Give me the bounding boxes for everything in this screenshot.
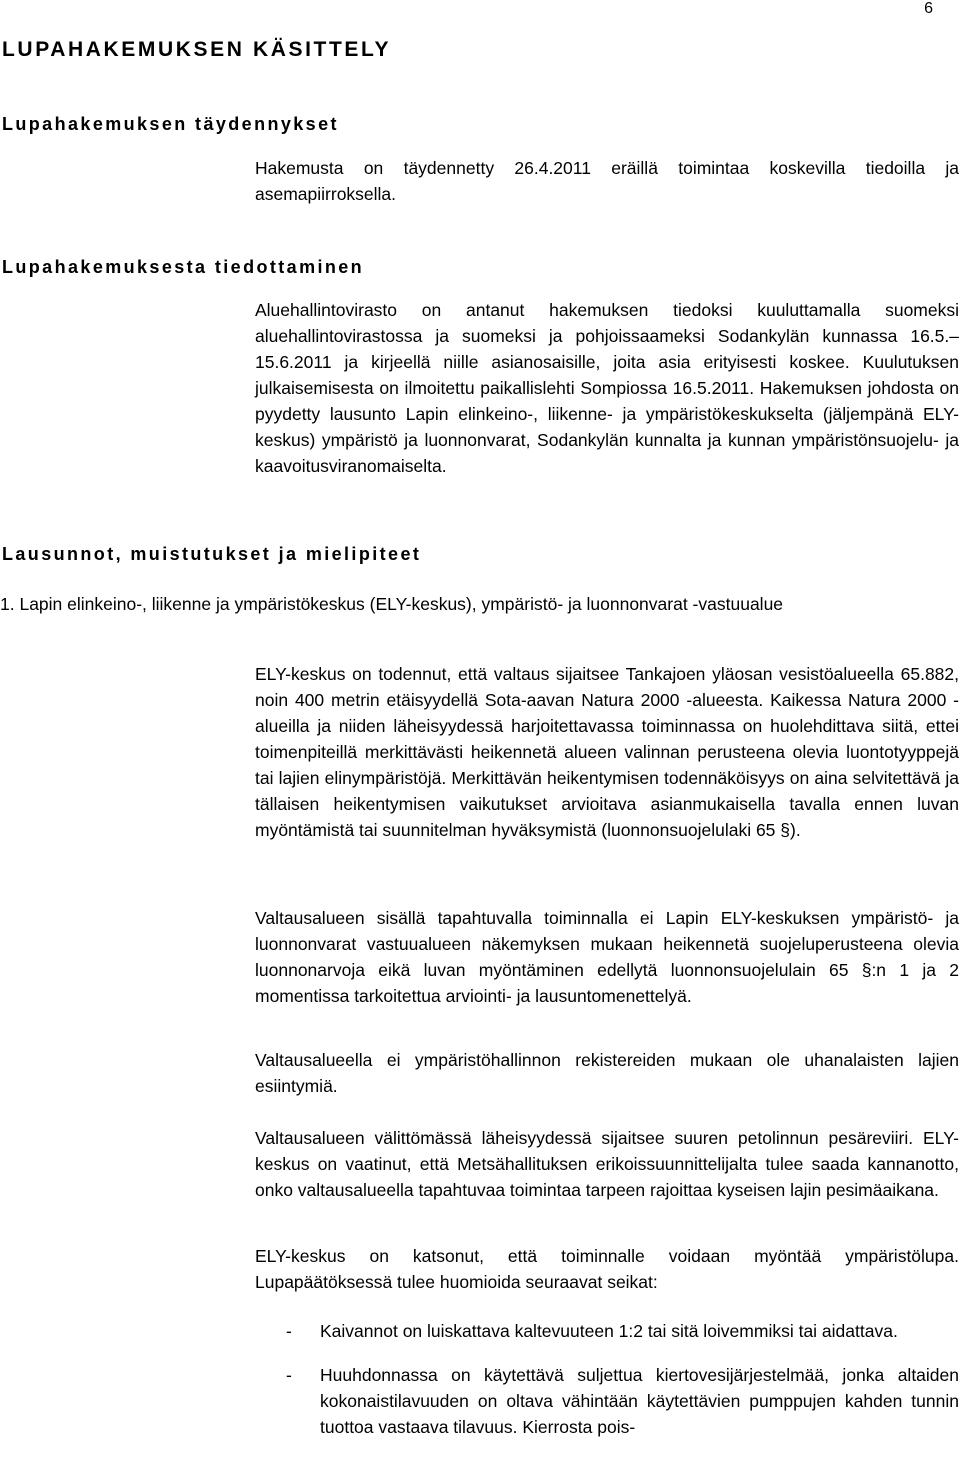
list-item-text: Kaivannot on luiskattava kaltevuuteen 1:2 tai sitä loivemmiksi tai aidattava.	[320, 1321, 898, 1341]
list-item-text: Huuhdonnassa on käytettävä suljettua kiertovesijärjestelmää, jonka altaiden kokonaistilavuuden on oltava vähintään käytettävien pumppujen kahden tunnin tuottoa vastaava tilavuus. Kierrosta pois-	[320, 1365, 959, 1437]
dash-marker: -	[286, 1321, 292, 1341]
list-item	[255, 1318, 959, 1344]
section-heading-supplements: Lupahakemuksen täydennykset	[2, 114, 339, 134]
page-number: 6	[924, 0, 933, 17]
statement-paragraph-natura: ELY-keskus on todennut, että valtaus sijaitsee Tankajoen yläosan vesistöalueella 65.882, noin 400 metrin etäisyydellä Sota-aavan Natura 2000 -alueesta. Kaikessa Natura 2000 -alueilla ja niiden läheisyydessä harjoitettavassa toiminnassa on huolehdittava siitä, ettei toimenpiteillä merkittävästi heikennetä alueen valinnan perusteena olevia luontotyyppejä tai lajien elinympäristöjä. Merkittävän heikentymisen todennäköisyys on aina selvitettävä ja tällaisen heikentymisen vaikutukset arvioitava asianmukaisella tavalla ennen luvan myöntämistä tai suunnitelman hyväksymistä (luonnonsuojelulaki 65 §).	[255, 664, 959, 840]
statement-paragraph-species: Valtausalueella ei ympäristöhallinnon rekistereiden mukaan ole uhanalaisten lajien esiintymiä.	[255, 1050, 959, 1096]
paragraph-supplements: Hakemusta on täydennetty 26.4.2011 eräillä toimintaa koskevilla tiedoilla ja asemapiirroksella.	[255, 158, 959, 204]
conditions-list	[255, 1318, 959, 1440]
page-title: LUPAHAKEMUKSEN KÄSITTELY	[2, 38, 392, 61]
list-item	[255, 1362, 959, 1440]
dash-marker: -	[286, 1365, 292, 1385]
statement-paragraph-raptor: Valtausalueen välittömässä läheisyydessä sijaitsee suuren petolinnun pesäreviiri. ELY-keskus on vaatinut, että Metsähallituksen erikoissuunnittelijalta tulee saada kannanotto, onko valtausalueella tapahtuvaa toimintaa tarpeen rajoittaa kyseisen lajin pesimäaikana.	[255, 1128, 959, 1200]
section-heading-notification: Lupahakemuksesta tiedottaminen	[2, 257, 365, 277]
statement-paragraph-permit: ELY-keskus on katsonut, että toiminnalle voidaan myöntää ympäristölupa. Lupapäätöksessä tulee huomioida seuraavat seikat:	[255, 1246, 959, 1292]
paragraph-notification: Aluehallintovirasto on antanut hakemuksen tiedoksi kuuluttamalla suomeksi aluehallintovirastossa ja suomeksi ja pohjoissaameksi Sodankylän kunnassa 16.5.–15.6.2011 ja kirjeellä niille asianosaisille, joita asia erityisesti koskee. Kuulutuksen julkaisemisesta on ilmoitettu paikallislehti Sompiossa 16.5.2011. Hakemuksen johdosta on pyydetty lausunto Lapin elinkeino-, liikenne- ja ympäristökeskukselta (jäljempänä ELY-keskus) ympäristö ja luonnonvarat, Sodankylän kunnalta ja kunnan ympäristönsuojelu- ja kaavoitusviranomaiselta.	[255, 300, 959, 476]
statement-item-heading: 1. Lapin elinkeino-, liikenne ja ympäristökeskus (ELY-keskus), ympäristö- ja luonnonvarat -vastuualue	[0, 594, 784, 614]
section-heading-statements: Lausunnot, muistutukset ja mielipiteet	[2, 544, 422, 564]
statement-paragraph-assessment: Valtausalueen sisällä tapahtuvalla toiminnalla ei Lapin ELY-keskuksen ympäristö- ja luonnonvarat vastuualueen näkemyksen mukaan heikennetä suojeluperusteena olevia luonnonarvoja eikä luvan myöntäminen edellytä luonnonsuojelulain 65 §:n 1 ja 2 momentissa tarkoitettua arviointi- ja lausuntomenettelyä.	[255, 908, 959, 1006]
